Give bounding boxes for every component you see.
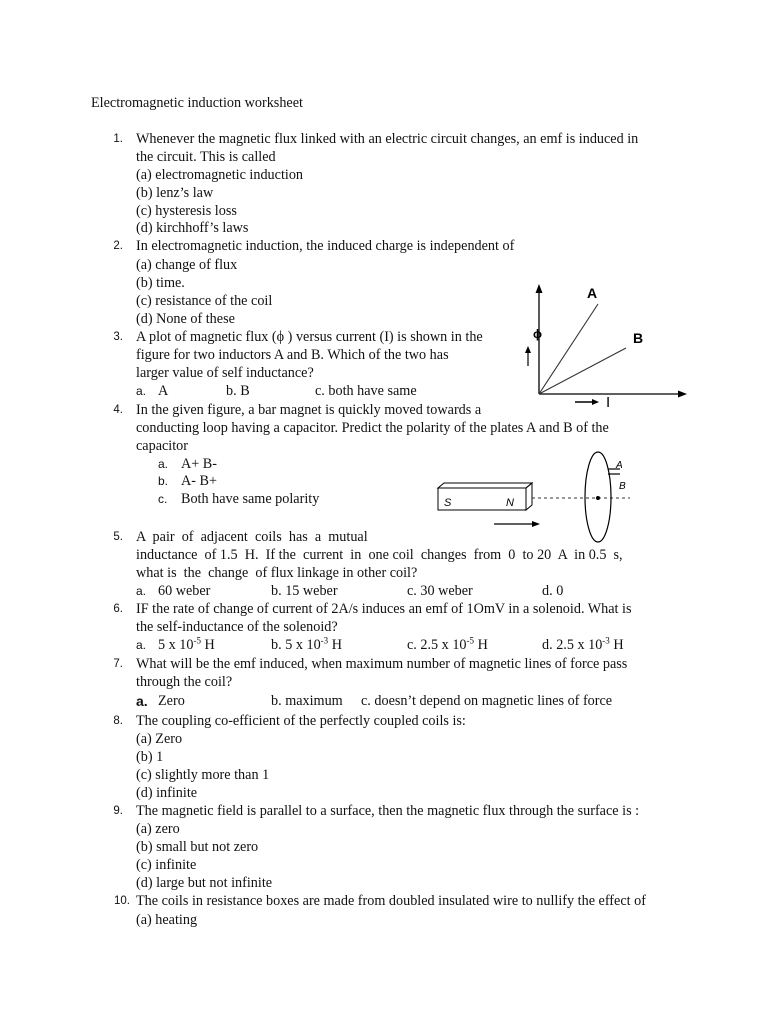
question-text: In the given figure, a bar magnet is quickly moved towards a [136,402,482,418]
page-title: Electromagnetic induction worksheet [91,95,303,111]
question-text: inductance of 1.5 H. If the current in one coil changes from 0 to 20 A in 0.5 s, [136,547,623,563]
option-marker: a. [136,384,147,398]
question-text: larger value of self inductance? [136,365,314,381]
question-number: 10. [114,895,130,907]
question-text: The magnetic field is parallel to a surface, then the magnetic flux through the surface is : [136,803,640,819]
question-number: 5. [113,531,123,543]
question-text: Whenever the magnetic flux linked with an electric circuit changes, an emf is induced in [136,131,639,147]
plate-a-label: A [616,460,623,471]
answer-option: (c) infinite [136,857,197,873]
question-number: 9. [113,805,123,817]
question-number: 7. [113,658,123,670]
question-text: What will be the emf induced, when maximum number of magnetic lines of force pass [136,656,628,672]
answer-option: d. 2.5 x $10^{-3}$ H [542,635,624,653]
question-number: 6. [113,603,123,615]
answer-option: (d) infinite [136,785,198,801]
option-marker: c. [158,492,168,506]
answer-option: (c) hysteresis loss [136,203,237,219]
answer-option: b. 15 weber [271,583,338,599]
answer-option: A [158,383,169,399]
question-text: capacitor [136,438,188,454]
question-text: figure for two inductors A and B. Which of the two has [136,347,449,363]
north-pole-label: N [506,497,514,509]
answer-option: (a) Zero [136,731,183,747]
question-number: 1. [113,133,123,145]
answer-option: (d) large but not infinite [136,875,273,891]
line-a [539,304,598,394]
answer-option: b. B [226,383,250,399]
y-axis-label: ϕ [533,327,542,341]
answer-option: b. maximum [271,693,343,709]
answer-option: (b) lenz’s law [136,185,214,201]
question-text: A plot of magnetic flux (ϕ ) versus current (I) is shown in the [136,329,483,345]
south-pole-label: S [444,497,452,509]
answer-option: Zero [158,693,185,709]
question-text: A pair of adjacent coils has a mutual [136,529,368,545]
y-label-arrowhead [525,346,531,353]
question-text: what is the change of flux linkage in other coil? [136,565,418,581]
loop-center-dot [596,496,600,500]
option-marker: a. [136,638,147,652]
plate-b-label: B [619,481,626,492]
question-text: conducting loop having a capacitor. Predict the polarity of the plates A and B of the [136,420,609,436]
answer-option: (b) small but not zero [136,839,259,855]
question-text: In electromagnetic induction, the induced charge is independent of [136,238,515,254]
option-marker: b. [158,474,169,488]
answer-option: c. doesn’t depend on magnetic lines of force [361,693,613,709]
y-axis-arrowhead [536,284,543,293]
answer-option: c. 30 weber [407,583,473,599]
label-a: A [587,285,598,301]
question-text: The coupling co-efficient of the perfectly coupled coils is: [136,713,466,729]
answer-option: (c) slightly more than 1 [136,767,270,783]
answer-option: Both have same polarity [181,491,320,507]
answer-option: A+ B- [181,456,217,472]
answer-option: (d) kirchhoff’s laws [136,220,249,236]
answer-option: (a) heating [136,912,198,928]
line-b [539,348,626,394]
bar-magnet-top [438,483,532,488]
question-text: the self-inductance of the solenoid? [136,619,338,635]
answer-option: (d) None of these [136,311,235,327]
motion-arrowhead [532,521,540,527]
magnet-loop-figure [430,448,640,548]
bar-magnet-side [526,483,532,510]
flux-current-graph [520,280,690,410]
option-marker: a. [136,693,148,709]
answer-option: (a) electromagnetic induction [136,167,304,183]
question-number: 2. [113,240,123,252]
option-marker: a. [158,457,169,471]
x-axis-arrowhead [678,391,687,398]
question-number: 4. [113,404,123,416]
label-b: B [633,330,644,346]
option-marker: a. [136,584,147,598]
answer-option: 60 weber [158,583,211,599]
answer-option: d. 0 [542,583,564,599]
answer-option: c. both have same [315,383,417,399]
answer-option: (a) zero [136,821,180,837]
question-number: 8. [113,715,123,727]
question-number: 3. [113,331,123,343]
question-text: The coils in resistance boxes are made from doubled insulated wire to nullify the effect of [136,893,646,909]
x-axis-label: I [606,394,611,410]
answer-option: b. 5 x $10^{-3}$ H [271,635,342,653]
answer-option: 5 x $10^{-5}$ H [158,635,215,653]
question-text: through the coil? [136,674,233,690]
answer-option: (b) 1 [136,749,164,765]
answer-option: A- B+ [181,473,217,489]
answer-option: (a) change of flux [136,257,238,273]
answer-option: (b) time. [136,275,185,291]
answer-option: (c) resistance of the coil [136,293,273,309]
question-text: IF the rate of change of current of 2A/s induces an emf of 1OmV in a solenoid. What is [136,601,632,617]
x-label-arrowhead [592,399,599,405]
question-text: the circuit. This is called [136,149,276,165]
answer-option: c. 2.5 x $10^{-5}$ H [407,635,488,653]
